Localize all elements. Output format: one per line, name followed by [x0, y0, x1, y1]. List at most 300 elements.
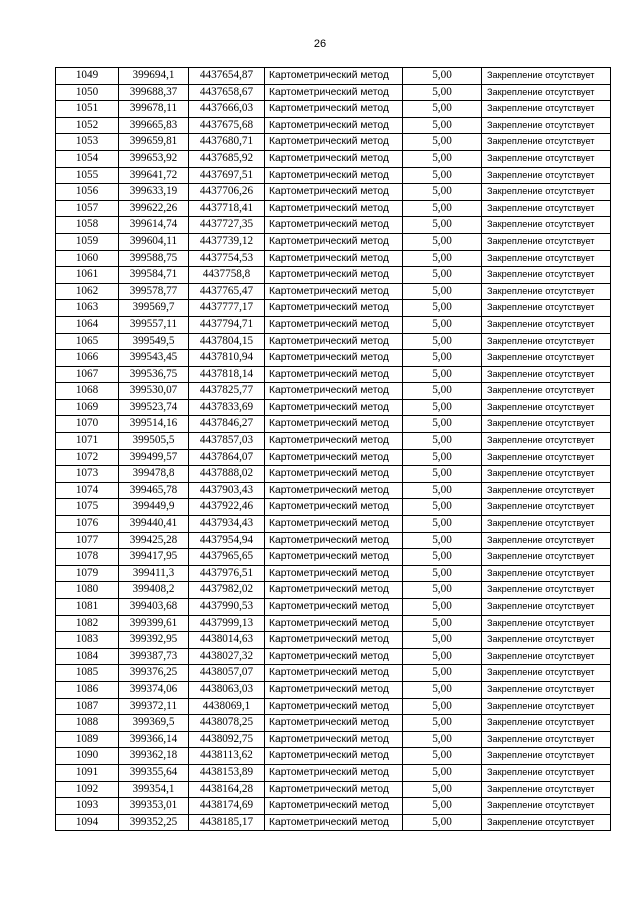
x-coordinate-cell: 399353,01	[119, 798, 189, 815]
y-coordinate-cell: 4437754,53	[189, 250, 265, 267]
table-row	[56, 300, 611, 317]
x-coordinate-cell: 399536,75	[119, 366, 189, 383]
accuracy-cell: 5,00	[403, 300, 482, 317]
table-row	[56, 84, 611, 101]
point-number-cell: 1063	[56, 300, 119, 317]
point-number-cell: 1055	[56, 167, 119, 184]
point-number-cell: 1090	[56, 748, 119, 765]
table-row	[56, 68, 611, 85]
point-number-cell: 1081	[56, 599, 119, 616]
method-cell: Картометрический метод	[265, 416, 403, 433]
y-coordinate-cell: 4437825,77	[189, 383, 265, 400]
table-row	[56, 184, 611, 201]
y-coordinate-cell: 4437888,02	[189, 466, 265, 483]
fixation-cell: Закрепление отсутствует	[482, 532, 611, 549]
method-cell: Картометрический метод	[265, 333, 403, 350]
point-number-cell: 1091	[56, 764, 119, 781]
fixation-cell: Закрепление отсутствует	[482, 449, 611, 466]
method-cell: Картометрический метод	[265, 482, 403, 499]
point-number-cell: 1084	[56, 648, 119, 665]
x-coordinate-cell: 399604,11	[119, 233, 189, 250]
fixation-cell: Закрепление отсутствует	[482, 781, 611, 798]
x-coordinate-cell: 399355,64	[119, 764, 189, 781]
accuracy-cell: 5,00	[403, 764, 482, 781]
y-coordinate-cell: 4437666,03	[189, 101, 265, 118]
accuracy-cell: 5,00	[403, 599, 482, 616]
x-coordinate-cell: 399478,8	[119, 466, 189, 483]
fixation-cell: Закрепление отсутствует	[482, 101, 611, 118]
y-coordinate-cell: 4437680,71	[189, 134, 265, 151]
point-number-cell: 1086	[56, 681, 119, 698]
y-coordinate-cell: 4438063,03	[189, 681, 265, 698]
table-body	[56, 68, 611, 831]
x-coordinate-cell: 399530,07	[119, 383, 189, 400]
table-row	[56, 781, 611, 798]
accuracy-cell: 5,00	[403, 648, 482, 665]
table-row	[56, 565, 611, 582]
point-number-cell: 1057	[56, 200, 119, 217]
table-row	[56, 632, 611, 649]
method-cell: Картометрический метод	[265, 433, 403, 450]
table-row	[56, 267, 611, 284]
fixation-cell: Закрепление отсутствует	[482, 466, 611, 483]
method-cell: Картометрический метод	[265, 764, 403, 781]
point-number-cell: 1070	[56, 416, 119, 433]
method-cell: Картометрический метод	[265, 499, 403, 516]
accuracy-cell: 5,00	[403, 582, 482, 599]
table-row	[56, 681, 611, 698]
y-coordinate-cell: 4437976,51	[189, 565, 265, 582]
y-coordinate-cell: 4437903,43	[189, 482, 265, 499]
accuracy-cell: 5,00	[403, 200, 482, 217]
point-number-cell: 1051	[56, 101, 119, 118]
fixation-cell: Закрепление отсутствует	[482, 715, 611, 732]
fixation-cell: Закрепление отсутствует	[482, 300, 611, 317]
accuracy-cell: 5,00	[403, 217, 482, 234]
x-coordinate-cell: 399659,81	[119, 134, 189, 151]
method-cell: Картометрический метод	[265, 68, 403, 85]
fixation-cell: Закрепление отсутствует	[482, 599, 611, 616]
x-coordinate-cell: 399372,11	[119, 698, 189, 715]
x-coordinate-cell: 399653,92	[119, 150, 189, 167]
table-row	[56, 250, 611, 267]
method-cell: Картометрический метод	[265, 233, 403, 250]
y-coordinate-cell: 4437990,53	[189, 599, 265, 616]
point-number-cell: 1080	[56, 582, 119, 599]
fixation-cell: Закрепление отсутствует	[482, 516, 611, 533]
accuracy-cell: 5,00	[403, 167, 482, 184]
table-row	[56, 383, 611, 400]
fixation-cell: Закрепление отсутствует	[482, 798, 611, 815]
x-coordinate-cell: 399449,9	[119, 499, 189, 516]
point-number-cell: 1049	[56, 68, 119, 85]
table-row	[56, 283, 611, 300]
point-number-cell: 1093	[56, 798, 119, 815]
point-number-cell: 1074	[56, 482, 119, 499]
accuracy-cell: 5,00	[403, 814, 482, 831]
x-coordinate-cell: 399694,1	[119, 68, 189, 85]
x-coordinate-cell: 399417,95	[119, 549, 189, 566]
y-coordinate-cell: 4437685,92	[189, 150, 265, 167]
y-coordinate-cell: 4437857,03	[189, 433, 265, 450]
point-number-cell: 1077	[56, 532, 119, 549]
point-number-cell: 1054	[56, 150, 119, 167]
table-row	[56, 549, 611, 566]
fixation-cell: Закрепление отсутствует	[482, 134, 611, 151]
table-row	[56, 764, 611, 781]
fixation-cell: Закрепление отсутствует	[482, 416, 611, 433]
point-number-cell: 1064	[56, 316, 119, 333]
accuracy-cell: 5,00	[403, 150, 482, 167]
x-coordinate-cell: 399408,2	[119, 582, 189, 599]
y-coordinate-cell: 4437777,17	[189, 300, 265, 317]
table-row	[56, 366, 611, 383]
table-row	[56, 482, 611, 499]
x-coordinate-cell: 399614,74	[119, 217, 189, 234]
point-number-cell: 1052	[56, 117, 119, 134]
x-coordinate-cell: 399374,06	[119, 681, 189, 698]
method-cell: Картометрический метод	[265, 84, 403, 101]
y-coordinate-cell: 4438113,62	[189, 748, 265, 765]
method-cell: Картометрический метод	[265, 267, 403, 284]
method-cell: Картометрический метод	[265, 167, 403, 184]
accuracy-cell: 5,00	[403, 681, 482, 698]
accuracy-cell: 5,00	[403, 267, 482, 284]
fixation-cell: Закрепление отсутствует	[482, 350, 611, 367]
table-row	[56, 101, 611, 118]
accuracy-cell: 5,00	[403, 101, 482, 118]
table-row	[56, 449, 611, 466]
point-number-cell: 1062	[56, 283, 119, 300]
method-cell: Картометрический метод	[265, 599, 403, 616]
fixation-cell: Закрепление отсутствует	[482, 665, 611, 682]
table-row	[56, 117, 611, 134]
page-number: 26	[313, 38, 327, 50]
table-row	[56, 134, 611, 151]
method-cell: Картометрический метод	[265, 565, 403, 582]
method-cell: Картометрический метод	[265, 316, 403, 333]
fixation-cell: Закрепление отсутствует	[482, 814, 611, 831]
accuracy-cell: 5,00	[403, 68, 482, 85]
method-cell: Картометрический метод	[265, 549, 403, 566]
table-row	[56, 748, 611, 765]
fixation-cell: Закрепление отсутствует	[482, 333, 611, 350]
fixation-cell: Закрепление отсутствует	[482, 698, 611, 715]
accuracy-cell: 5,00	[403, 665, 482, 682]
method-cell: Картометрический метод	[265, 134, 403, 151]
accuracy-cell: 5,00	[403, 399, 482, 416]
x-coordinate-cell: 399352,25	[119, 814, 189, 831]
accuracy-cell: 5,00	[403, 516, 482, 533]
method-cell: Картометрический метод	[265, 217, 403, 234]
y-coordinate-cell: 4437804,15	[189, 333, 265, 350]
point-number-cell: 1082	[56, 615, 119, 632]
table-row	[56, 798, 611, 815]
table-row	[56, 615, 611, 632]
method-cell: Картометрический метод	[265, 200, 403, 217]
fixation-cell: Закрепление отсутствует	[482, 283, 611, 300]
accuracy-cell: 5,00	[403, 134, 482, 151]
x-coordinate-cell: 399688,37	[119, 84, 189, 101]
fixation-cell: Закрепление отсутствует	[482, 200, 611, 217]
point-number-cell: 1069	[56, 399, 119, 416]
table-row	[56, 200, 611, 217]
y-coordinate-cell: 4437697,51	[189, 167, 265, 184]
accuracy-cell: 5,00	[403, 466, 482, 483]
accuracy-cell: 5,00	[403, 549, 482, 566]
x-coordinate-cell: 399641,72	[119, 167, 189, 184]
point-number-cell: 1076	[56, 516, 119, 533]
method-cell: Картометрический метод	[265, 582, 403, 599]
point-number-cell: 1083	[56, 632, 119, 649]
accuracy-cell: 5,00	[403, 366, 482, 383]
point-number-cell: 1060	[56, 250, 119, 267]
point-number-cell: 1079	[56, 565, 119, 582]
point-number-cell: 1066	[56, 350, 119, 367]
x-coordinate-cell: 399362,18	[119, 748, 189, 765]
method-cell: Картометрический метод	[265, 615, 403, 632]
y-coordinate-cell: 4438164,28	[189, 781, 265, 798]
x-coordinate-cell: 399514,16	[119, 416, 189, 433]
fixation-cell: Закрепление отсутствует	[482, 549, 611, 566]
method-cell: Картометрический метод	[265, 350, 403, 367]
x-coordinate-cell: 399549,5	[119, 333, 189, 350]
method-cell: Картометрический метод	[265, 715, 403, 732]
x-coordinate-cell: 399392,95	[119, 632, 189, 649]
fixation-cell: Закрепление отсутствует	[482, 615, 611, 632]
point-number-cell: 1073	[56, 466, 119, 483]
x-coordinate-cell: 399376,25	[119, 665, 189, 682]
y-coordinate-cell: 4438057,07	[189, 665, 265, 682]
point-number-cell: 1068	[56, 383, 119, 400]
method-cell: Картометрический метод	[265, 648, 403, 665]
x-coordinate-cell: 399569,7	[119, 300, 189, 317]
y-coordinate-cell: 4438185,17	[189, 814, 265, 831]
fixation-cell: Закрепление отсутствует	[482, 84, 611, 101]
method-cell: Картометрический метод	[265, 516, 403, 533]
method-cell: Картометрический метод	[265, 449, 403, 466]
accuracy-cell: 5,00	[403, 250, 482, 267]
accuracy-cell: 5,00	[403, 416, 482, 433]
point-number-cell: 1067	[56, 366, 119, 383]
table-row	[56, 532, 611, 549]
method-cell: Картометрический метод	[265, 366, 403, 383]
x-coordinate-cell: 399399,61	[119, 615, 189, 632]
accuracy-cell: 5,00	[403, 499, 482, 516]
accuracy-cell: 5,00	[403, 333, 482, 350]
table-row	[56, 499, 611, 516]
y-coordinate-cell: 4437833,69	[189, 399, 265, 416]
table-row	[56, 599, 611, 616]
accuracy-cell: 5,00	[403, 84, 482, 101]
fixation-cell: Закрепление отсутствует	[482, 632, 611, 649]
y-coordinate-cell: 4437758,8	[189, 267, 265, 284]
y-coordinate-cell: 4437810,94	[189, 350, 265, 367]
table-row	[56, 814, 611, 831]
accuracy-cell: 5,00	[403, 184, 482, 201]
accuracy-cell: 5,00	[403, 383, 482, 400]
y-coordinate-cell: 4437982,02	[189, 582, 265, 599]
x-coordinate-cell: 399411,3	[119, 565, 189, 582]
table-row	[56, 316, 611, 333]
x-coordinate-cell: 399557,11	[119, 316, 189, 333]
y-coordinate-cell: 4438027,32	[189, 648, 265, 665]
table-row	[56, 167, 611, 184]
method-cell: Картометрический метод	[265, 798, 403, 815]
accuracy-cell: 5,00	[403, 748, 482, 765]
table-row	[56, 416, 611, 433]
y-coordinate-cell: 4437739,12	[189, 233, 265, 250]
point-number-cell: 1078	[56, 549, 119, 566]
y-coordinate-cell: 4438174,69	[189, 798, 265, 815]
fixation-cell: Закрепление отсутствует	[482, 366, 611, 383]
fixation-cell: Закрепление отсутствует	[482, 399, 611, 416]
point-number-cell: 1075	[56, 499, 119, 516]
y-coordinate-cell: 4437706,26	[189, 184, 265, 201]
table-row	[56, 516, 611, 533]
point-number-cell: 1059	[56, 233, 119, 250]
y-coordinate-cell: 4438078,25	[189, 715, 265, 732]
table-row	[56, 665, 611, 682]
y-coordinate-cell: 4437818,14	[189, 366, 265, 383]
accuracy-cell: 5,00	[403, 433, 482, 450]
accuracy-cell: 5,00	[403, 350, 482, 367]
point-number-cell: 1089	[56, 731, 119, 748]
point-number-cell: 1072	[56, 449, 119, 466]
accuracy-cell: 5,00	[403, 117, 482, 134]
y-coordinate-cell: 4438069,1	[189, 698, 265, 715]
accuracy-cell: 5,00	[403, 632, 482, 649]
method-cell: Картометрический метод	[265, 466, 403, 483]
table-row	[56, 333, 611, 350]
method-cell: Картометрический метод	[265, 300, 403, 317]
table-row	[56, 648, 611, 665]
y-coordinate-cell: 4437794,71	[189, 316, 265, 333]
table-row	[56, 233, 611, 250]
x-coordinate-cell: 399678,11	[119, 101, 189, 118]
accuracy-cell: 5,00	[403, 615, 482, 632]
table-row	[56, 715, 611, 732]
y-coordinate-cell: 4437934,43	[189, 516, 265, 533]
fixation-cell: Закрепление отсутствует	[482, 117, 611, 134]
fixation-cell: Закрепление отсутствует	[482, 499, 611, 516]
accuracy-cell: 5,00	[403, 316, 482, 333]
method-cell: Картометрический метод	[265, 632, 403, 649]
y-coordinate-cell: 4437922,46	[189, 499, 265, 516]
fixation-cell: Закрепление отсутствует	[482, 217, 611, 234]
x-coordinate-cell: 399622,26	[119, 200, 189, 217]
y-coordinate-cell: 4437675,68	[189, 117, 265, 134]
method-cell: Картометрический метод	[265, 698, 403, 715]
method-cell: Картометрический метод	[265, 150, 403, 167]
x-coordinate-cell: 399588,75	[119, 250, 189, 267]
fixation-cell: Закрепление отсутствует	[482, 582, 611, 599]
accuracy-cell: 5,00	[403, 449, 482, 466]
method-cell: Картометрический метод	[265, 532, 403, 549]
method-cell: Картометрический метод	[265, 781, 403, 798]
table-row	[56, 731, 611, 748]
y-coordinate-cell: 4437718,41	[189, 200, 265, 217]
x-coordinate-cell: 399584,71	[119, 267, 189, 284]
method-cell: Картометрический метод	[265, 748, 403, 765]
fixation-cell: Закрепление отсутствует	[482, 167, 611, 184]
x-coordinate-cell: 399387,73	[119, 648, 189, 665]
x-coordinate-cell: 399543,45	[119, 350, 189, 367]
fixation-cell: Закрепление отсутствует	[482, 250, 611, 267]
fixation-cell: Закрепление отсутствует	[482, 233, 611, 250]
accuracy-cell: 5,00	[403, 798, 482, 815]
x-coordinate-cell: 399523,74	[119, 399, 189, 416]
point-number-cell: 1071	[56, 433, 119, 450]
table-row	[56, 433, 611, 450]
accuracy-cell: 5,00	[403, 781, 482, 798]
y-coordinate-cell: 4437954,94	[189, 532, 265, 549]
method-cell: Картометрический метод	[265, 184, 403, 201]
x-coordinate-cell: 399403,68	[119, 599, 189, 616]
accuracy-cell: 5,00	[403, 283, 482, 300]
accuracy-cell: 5,00	[403, 731, 482, 748]
fixation-cell: Закрепление отсутствует	[482, 648, 611, 665]
y-coordinate-cell: 4437727,35	[189, 217, 265, 234]
method-cell: Картометрический метод	[265, 117, 403, 134]
x-coordinate-cell: 399633,19	[119, 184, 189, 201]
table-row	[56, 150, 611, 167]
x-coordinate-cell: 399578,77	[119, 283, 189, 300]
table-row	[56, 582, 611, 599]
method-cell: Картометрический метод	[265, 383, 403, 400]
x-coordinate-cell: 399665,83	[119, 117, 189, 134]
y-coordinate-cell: 4437658,67	[189, 84, 265, 101]
y-coordinate-cell: 4438014,63	[189, 632, 265, 649]
x-coordinate-cell: 399354,1	[119, 781, 189, 798]
table-row	[56, 350, 611, 367]
accuracy-cell: 5,00	[403, 565, 482, 582]
point-number-cell: 1087	[56, 698, 119, 715]
method-cell: Картометрический метод	[265, 681, 403, 698]
point-number-cell: 1050	[56, 84, 119, 101]
fixation-cell: Закрепление отсутствует	[482, 68, 611, 85]
y-coordinate-cell: 4437965,65	[189, 549, 265, 566]
y-coordinate-cell: 4438092,75	[189, 731, 265, 748]
accuracy-cell: 5,00	[403, 482, 482, 499]
point-number-cell: 1085	[56, 665, 119, 682]
table-row	[56, 466, 611, 483]
table-row	[56, 217, 611, 234]
method-cell: Картометрический метод	[265, 731, 403, 748]
method-cell: Картометрический метод	[265, 250, 403, 267]
fixation-cell: Закрепление отсутствует	[482, 482, 611, 499]
y-coordinate-cell: 4437864,07	[189, 449, 265, 466]
y-coordinate-cell: 4438153,89	[189, 764, 265, 781]
point-number-cell: 1061	[56, 267, 119, 284]
x-coordinate-cell: 399369,5	[119, 715, 189, 732]
fixation-cell: Закрепление отсутствует	[482, 681, 611, 698]
method-cell: Картометрический метод	[265, 814, 403, 831]
x-coordinate-cell: 399505,5	[119, 433, 189, 450]
method-cell: Картометрический метод	[265, 665, 403, 682]
fixation-cell: Закрепление отсутствует	[482, 267, 611, 284]
y-coordinate-cell: 4437846,27	[189, 416, 265, 433]
fixation-cell: Закрепление отсутствует	[482, 150, 611, 167]
x-coordinate-cell: 399366,14	[119, 731, 189, 748]
method-cell: Картометрический метод	[265, 399, 403, 416]
fixation-cell: Закрепление отсутствует	[482, 316, 611, 333]
accuracy-cell: 5,00	[403, 233, 482, 250]
accuracy-cell: 5,00	[403, 715, 482, 732]
point-number-cell: 1056	[56, 184, 119, 201]
accuracy-cell: 5,00	[403, 698, 482, 715]
x-coordinate-cell: 399425,28	[119, 532, 189, 549]
